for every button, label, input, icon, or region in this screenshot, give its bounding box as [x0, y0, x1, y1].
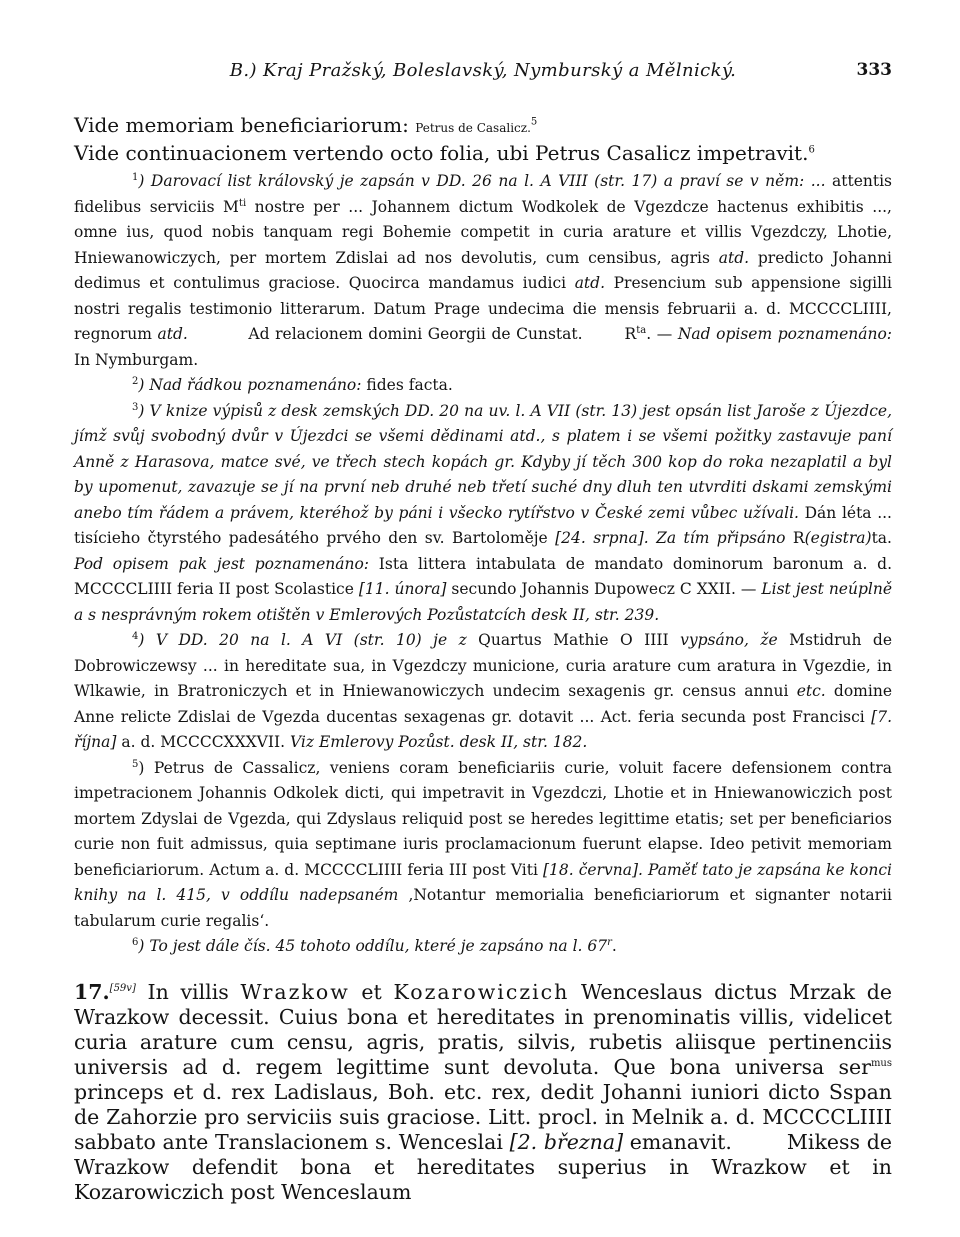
- footnote-1: $^1$) Darovací list královský je zapsán v DD. 26 na l. A VIII (str. 17) a praví se v něm: ... attentis fidelibus serviciis $M^{ti}$ nostre per ... Johannem dictum Wodkolek de Vgezdcze hactenus exhibitis ..., omne ius, quod nobis tanquam regi Bohemie competit in curia arature et villis Vgezdczy, Lhotie, Hniewanowiczych, per mortem Zdislai ad nos devolutis, cum censibus, agris atd. predicto Johanni dedimus et contulimus graciose. Quocirca mandamus iudici atd. Presencium sub appensione sigilli nostri regalis testimonio litterarum. Datum Prage undecima die mensis februarii a. d. MCCCCLIIII, regnorum atd. Ad relacionem domini Georgii de Cunstat. $R^{ta}$. — Nad opisem poznamenáno: In Nymburgam.: [74, 171, 893, 369]
- lead-lines: [74, 113, 892, 166]
- folio-ref: [59v]: [109, 982, 136, 994]
- footnote-5: $^5$) Petrus de Cassalicz, veniens coram beneficiariis curie, voluit facere defensionem contra impetracionem Johannis Odkolek dicti, qui impetravit in Vgezdczi, Lhotie et in Hniewanowiczich post mortem Zdyslai de Vgezda, qui Zdyslaus reliquid post se heredes legittime etatis; set per beneficiarios curie non fuit admissus, quia septimane iuris proclamacionum fuerunt elapse. Ideo petivit memoriam beneficiariorum. Actum a. d. MCCCCLIIII feria III post Viti [18. června]. Paměť tato je zapsána ke konci knihy na l. 415, v oddílu nadepsaném ‚Notantur memorialia beneficiariorum et signanter notarii tabularum curie regalis‘.: [74, 758, 892, 930]
- footnotes: [74, 169, 892, 960]
- lead-line-2: Vide continuacionem vertendo octo folia, ubi Petrus Casalicz impetravit.$^6$: [74, 141, 815, 165]
- document-page: [74, 60, 892, 1205]
- entry-number: 17.: [74, 979, 110, 1004]
- entry-17: 17.[59v] In villis Wrazkow et Kozarowiczich Wenceslaus dictus Mrzak de Wrazkow decessit. Cuius bona et hereditates in prenominatis villis, videlicet curia arature cum censu, agris, pratis, silvis, rubetis aliisque pertinenciis universis ad d. regem legittime sunt devoluta. Que bona universa ser$^{mus}$ princeps et d. rex Ladislaus, Boh. etc. rex, dedit Johanni iuniori dicto Sspan de Zahorzie pro serviciis suis graciose. Litt. procl. in Melnik a. d. MCCCCLIIII sabbato ante Translacionem s. Wenceslai [2. března] emanavit. Mikess de Wrazkow defendit bona et hereditates superius in Wrazkow et in Kozarowiczich post Wenceslaum: [74, 979, 892, 1204]
- footnote-3: $^3$) V knize výpisů z desk zemských DD. 20 na uv. l. A VII (str. 13) jest opsán list Jaroše z Újezdce, jímž svůj svobodný dvůr v Újezdci se všemi dědinami atd., s platem i se všemi požitky zastavuje paní Anně z Harasova, matce své, ve třech stech kopách gr. Kdyby jí těch 300 kop do roka nezaplatil a byl by upomenut, zavazuje se jí na první neb druhé neb třetí suché dny dluh ten utvrditi dskami zemskými anebo tím řádem a právem, kteréhož by páni i všecko rytířstvo v České zemi vůbec užívali. Dán léta ... tisícieho čtyrstého padesátého prvého den sv. Bartoloměje [24. srpna]. Za tím připsáno R(egistra)ta. Pod opisem pak jest poznamenáno: Ista littera intabulata de mandato dominorum baronum a. d. MCCCCLIIII feria II post Scolastice [11. února] secundo Johannis Dupowecz C XXII. — List jest neúplně a s nesprávným rokem otištěn v Emlerových Pozůstatcích desk II, str. 239.: [74, 401, 892, 624]
- page-number: 333: [856, 60, 892, 80]
- footnote-6: $^6$) To jest dále čís. 45 tohoto oddílu, které je zapsáno na l. 67$^r$.: [132, 936, 617, 955]
- footnote-4: $^4$) V DD. 20 na l. A VI (str. 10) je z Quartus Mathie O IIII vypsáno, že Mstidruh de Dobrowiczewsy ... in hereditate sua, in Vgezdczy municione, curia arature cum aratura in Vgezdie, in Wlkawie, in Bratroniczych et in Hniewanowiczych undecim sexagenis gr. census annui etc. domine Anne relicte Zdislai de Vgezda ducentas sexagenas gr. dotavit ... Act. feria secunda post Francisci [7. října] a. d. MCCCCXXXVII. Viz Emlerovy Pozůst. desk II, str. 182.: [74, 630, 892, 751]
- lead-line-1: Vide memoriam beneficiariorum: Petrus de Casalicz.$^5$: [74, 113, 538, 137]
- footnote-2: $^2$) Nad řádkou poznamenáno: fides facta.: [132, 375, 453, 394]
- running-title: B.) Kraj Pražský, Boleslavský, Nymburský a Mělnický.: [229, 60, 737, 81]
- running-header: [74, 60, 892, 92]
